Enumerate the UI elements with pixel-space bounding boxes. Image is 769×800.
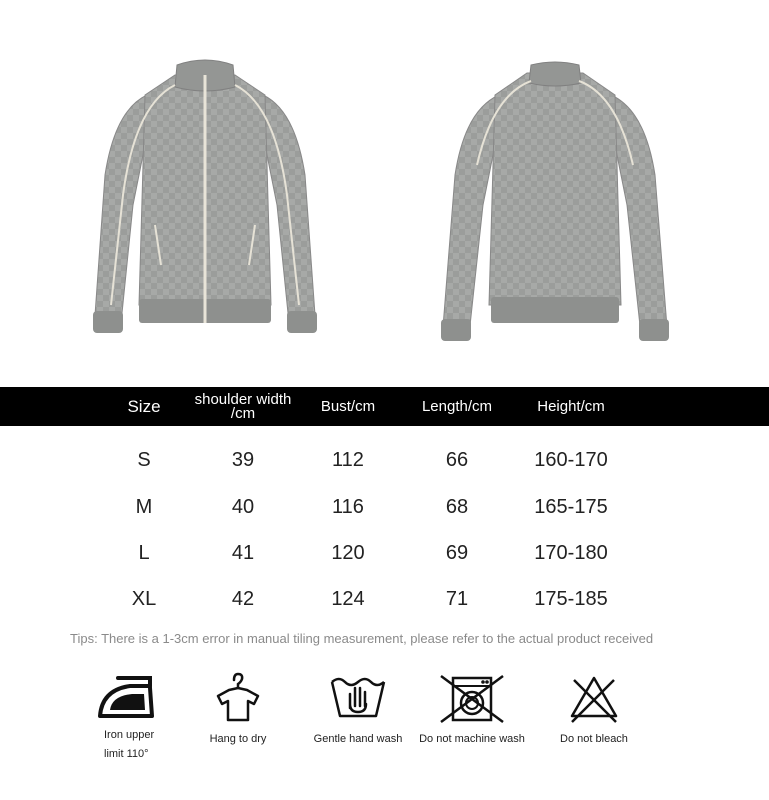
care-hand-wash-label: Gentle hand wash [313,733,403,745]
header-bust: Bust/cm [320,397,376,415]
no-machine-wash-icon [437,672,507,724]
cell-bust: 116 [332,495,364,518]
cell-size: XL [131,587,157,610]
cell-bust: 112 [332,448,364,471]
header-length: Length/cm [421,397,493,415]
measurement-tips: Tips: There is a 1-3cm error in manual tiling measurement, please refer to the actual product received [70,631,654,646]
hanger-icon [208,672,268,724]
table-row [0,492,769,522]
cell-height: 160-170 [534,448,608,471]
cell-height: 175-185 [534,587,608,610]
cell-height: 165-175 [534,495,608,518]
size-table-header [0,387,769,426]
cell-length: 69 [445,541,469,564]
cell-length: 66 [445,448,469,471]
cell-shoulder-width: 42 [231,587,255,610]
cell-bust: 120 [331,541,365,564]
header-height: Height/cm [537,397,605,415]
table-row [0,584,769,614]
cell-size: L [138,541,150,564]
care-no-machine-wash-label: Do not machine wash [419,733,525,745]
table-row [0,445,769,475]
cell-shoulder-width: 41 [231,541,255,564]
cell-shoulder-width: 40 [231,495,255,518]
care-hang-label: Hang to dry [209,733,267,745]
table-row [0,538,769,568]
iron-icon [96,672,156,722]
care-hand-wash [298,672,418,749]
cell-shoulder-width: 39 [231,448,255,471]
care-iron-label-line1: Iron upper [104,729,155,741]
no-bleach-icon [564,672,624,724]
care-no-bleach [534,672,654,749]
care-no-machine-wash [412,672,532,749]
header-size: Size [127,396,161,416]
care-iron [66,672,186,764]
product-photos [0,0,769,385]
cell-length: 68 [445,495,469,518]
header-shoulder-width: shoulder width /cm [194,390,292,422]
care-hang [178,672,298,749]
jacket-back-image [435,55,675,345]
care-no-bleach-label: Do not bleach [560,733,628,745]
cell-bust: 124 [331,587,365,610]
cell-height: 170-180 [534,541,608,564]
cell-size: S [137,448,151,471]
care-iron-label-line2: limit 110° [104,748,149,760]
hand-wash-icon [328,672,388,724]
cell-size: M [135,495,153,518]
cell-length: 71 [445,587,469,610]
jacket-front-image [85,55,325,345]
